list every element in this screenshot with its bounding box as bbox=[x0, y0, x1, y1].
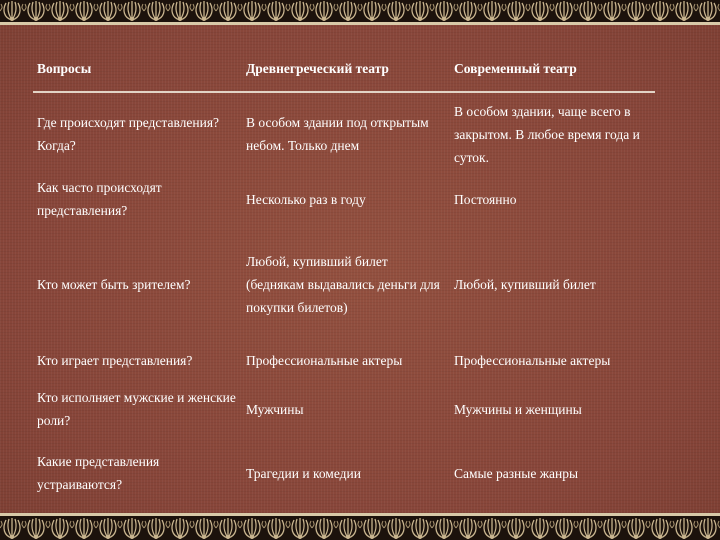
header-ancient-greek-theatre: Древнегреческий театр bbox=[242, 49, 450, 92]
comparison-table bbox=[33, 49, 655, 503]
table-row bbox=[33, 345, 655, 375]
modern-cell: Профессиональные актеры bbox=[454, 352, 611, 368]
ancient-cell: Мужчины bbox=[246, 401, 304, 417]
question-cell: Какие представления устраиваются? bbox=[37, 454, 160, 492]
top-ornament-pattern bbox=[0, 0, 720, 22]
bottom-ornamental-border bbox=[0, 516, 720, 540]
table-row bbox=[33, 223, 655, 345]
modern-cell: Мужчины и женщины bbox=[454, 401, 582, 417]
ancient-cell: Любой, купивший билет (беднякам выдавались деньги для покупки билетов) bbox=[246, 253, 440, 315]
table-header-row bbox=[33, 49, 655, 92]
modern-cell: Постоянно bbox=[454, 191, 517, 207]
modern-cell: Любой, купивший билет bbox=[454, 276, 596, 292]
question-cell: Кто исполняет мужские и женские роли? bbox=[37, 390, 236, 428]
question-cell: Как часто происходят представления? bbox=[37, 180, 162, 218]
bottom-ornament-pattern bbox=[0, 516, 720, 540]
ancient-cell: Трагедии и комедии bbox=[246, 465, 361, 481]
ancient-cell: Несколько раз в году bbox=[246, 191, 366, 207]
question-cell: Кто может быть зрителем? bbox=[37, 276, 191, 292]
top-ornamental-border bbox=[0, 0, 720, 22]
header-modern-theatre: Современный театр bbox=[450, 49, 655, 92]
question-cell: Где происходят представления? Когда? bbox=[37, 115, 220, 153]
table-row bbox=[33, 443, 655, 503]
top-border-rule bbox=[0, 22, 720, 25]
table-row bbox=[33, 175, 655, 223]
question-cell: Кто играет представления? bbox=[37, 352, 193, 368]
modern-cell: В особом здании, чаще всего в закрытом. В любое время года и суток. bbox=[454, 103, 640, 165]
ancient-cell: В особом здании под открытым небом. Только днем bbox=[246, 115, 429, 153]
modern-cell: Самые разные жанры bbox=[454, 465, 579, 481]
table-row bbox=[33, 375, 655, 443]
header-questions: Вопросы bbox=[33, 49, 242, 92]
table-row bbox=[33, 92, 655, 175]
ancient-cell: Профессиональные актеры bbox=[246, 352, 403, 368]
